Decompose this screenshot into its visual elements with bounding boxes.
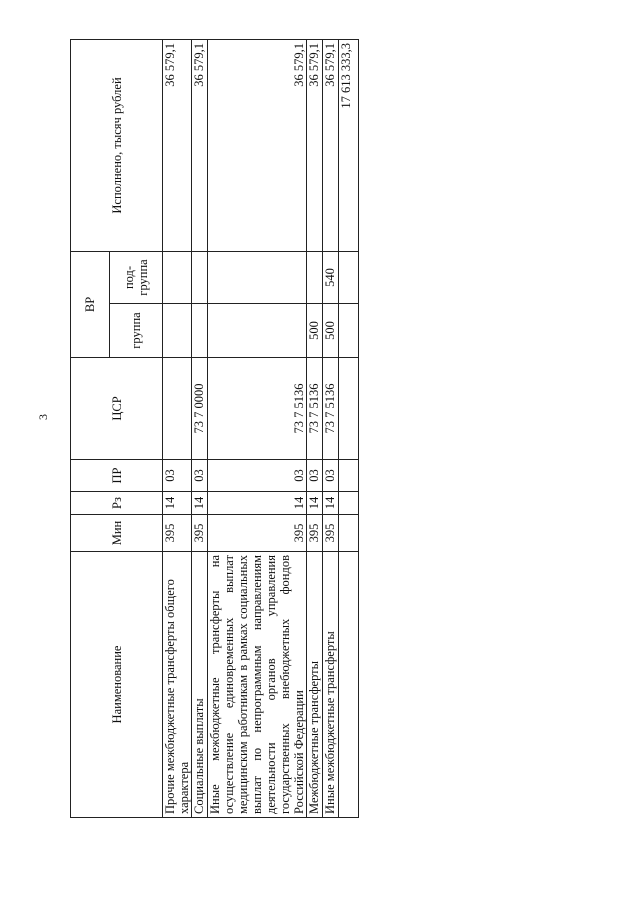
cell-pr: 03: [307, 460, 323, 492]
cell-csr: [163, 358, 192, 460]
cell-group: 500: [323, 304, 339, 358]
cell-csr: 73 7 0000: [192, 358, 208, 460]
cell-name: Межбюджетные трансферты: [307, 552, 323, 818]
cell-pr: 03: [163, 460, 192, 492]
cell-rz: 14: [323, 492, 339, 515]
header-executed: Исполнено, тысяч рублей: [71, 39, 163, 251]
cell-rz: 14: [192, 492, 208, 515]
cell-rz: 14: [208, 492, 307, 515]
cell-executed: 36 579,1: [163, 39, 192, 251]
cell-group: [339, 304, 359, 358]
cell-subgroup: [208, 251, 307, 303]
cell-subgroup: [192, 251, 208, 303]
cell-min: 395: [163, 515, 192, 552]
cell-csr: 73 7 5136: [323, 358, 339, 460]
cell-subgroup: [307, 251, 323, 303]
cell-name: Социальные выплаты: [192, 552, 208, 818]
table-row: [307, 39, 323, 817]
total-value: 17 613 333,3: [339, 39, 359, 251]
cell-name: Прочие межбюджетные трансферты общего характера: [163, 552, 192, 818]
cell-min: [339, 515, 359, 552]
cell-pr: 03: [192, 460, 208, 492]
cell-csr: 73 7 5136: [208, 358, 307, 460]
cell-subgroup: [163, 251, 192, 303]
page-number: 3: [36, 414, 50, 420]
cell-min: 395: [307, 515, 323, 552]
cell-rz: 14: [163, 492, 192, 515]
cell-group: [192, 304, 208, 358]
cell-rz: [339, 492, 359, 515]
cell-pr: [339, 460, 359, 492]
cell-subgroup: [339, 251, 359, 303]
cell-pr: 03: [323, 460, 339, 492]
cell-min: 395: [323, 515, 339, 552]
cell-name: Иные межбюджетные трансферты: [323, 552, 339, 818]
cell-name: Иные межбюджетные трансферты на осуществление единовременных выплат медицинским работникам в рамках социальных выплат по непрограммным направлениям деятельности органов управления государственных внебюджетных фондов Российской Федерации: [208, 552, 307, 818]
cell-executed: 36 579,1: [208, 39, 307, 251]
cell-subgroup: 540: [323, 251, 339, 303]
cell-min: 395: [192, 515, 208, 552]
cell-csr: 73 7 5136: [307, 358, 323, 460]
cell-min: 395: [208, 515, 307, 552]
table-row: [163, 39, 192, 817]
rotated-page-content: [70, 40, 365, 818]
header-vr-group: группа: [110, 304, 163, 358]
table-row: [208, 39, 307, 817]
cell-name: [339, 552, 359, 818]
cell-group: [208, 304, 307, 358]
cell-csr: [339, 358, 359, 460]
table-row: [192, 39, 208, 817]
header-vr: ВР: [71, 251, 110, 357]
header-vr-subgroup: под-группа: [110, 251, 163, 303]
header-pr: ПР: [71, 460, 163, 492]
cell-group: 500: [307, 304, 323, 358]
cell-rz: 14: [307, 492, 323, 515]
header-rz: Рз: [71, 492, 163, 515]
cell-executed: 36 579,1: [307, 39, 323, 251]
budget-table: [70, 39, 359, 818]
cell-executed: 36 579,1: [192, 39, 208, 251]
header-min: Мин: [71, 515, 163, 552]
table-row: [323, 39, 339, 817]
total-row: [339, 39, 359, 817]
header-name: Наименование: [71, 552, 163, 818]
cell-executed: 36 579,1: [323, 39, 339, 251]
cell-pr: 03: [208, 460, 307, 492]
cell-group: [163, 304, 192, 358]
header-csr: ЦСР: [71, 358, 163, 460]
